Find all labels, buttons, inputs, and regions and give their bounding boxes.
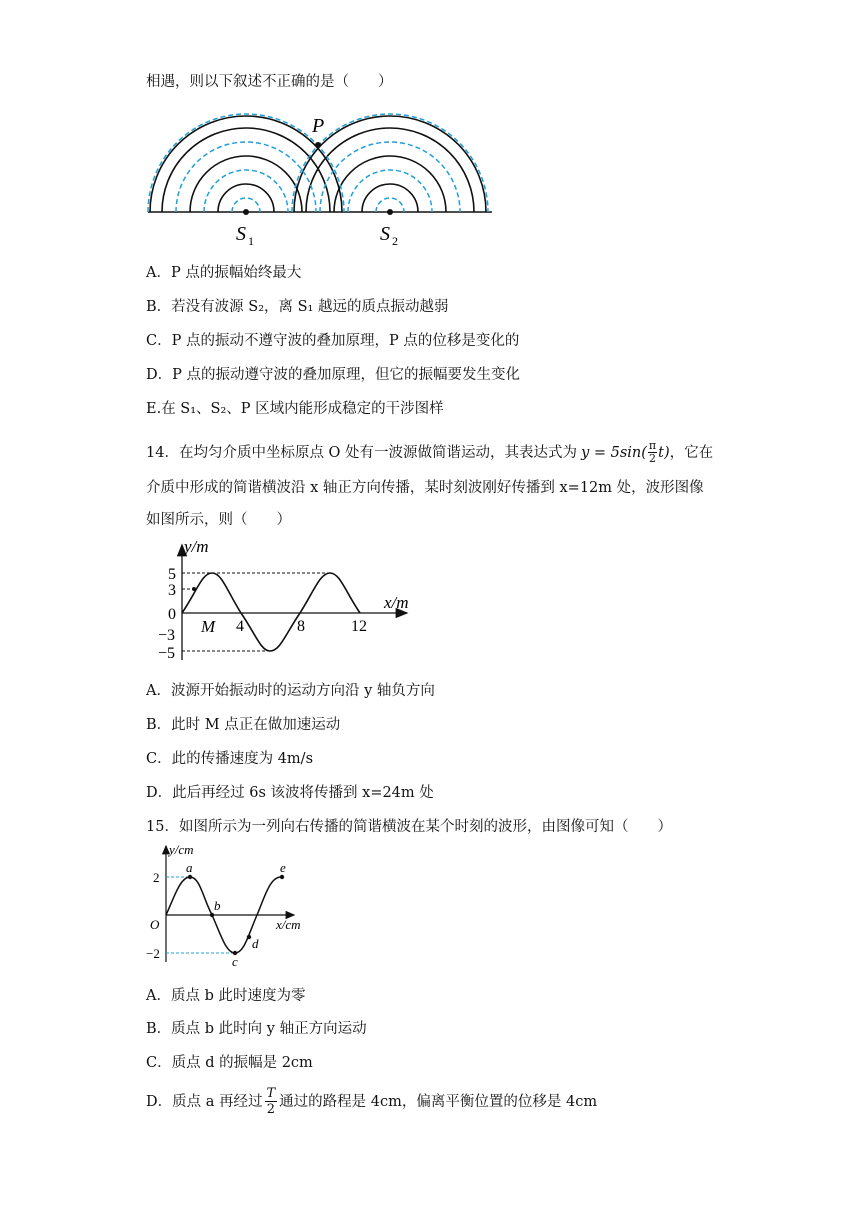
interference-figure bbox=[140, 108, 500, 250]
q14-wave-graph bbox=[150, 540, 430, 665]
q14-stem-b: ，它在 bbox=[669, 444, 714, 461]
q14-stem-line2: 介质中形成的简谐横波沿 x 轴正方向传播，某时刻波刚好传播到 x=12m 处，波形图像 bbox=[146, 480, 704, 496]
q15-option-d-fraction bbox=[265, 1086, 278, 1117]
s2-point bbox=[387, 209, 393, 215]
q14-x-axis-label: x/m bbox=[384, 593, 409, 612]
q14-ytick-3: 3 bbox=[168, 582, 176, 599]
q14-ytick-5: 5 bbox=[168, 566, 176, 583]
q14-formula-lhs: y = 5sin( bbox=[581, 444, 647, 461]
q15-point-b: b bbox=[214, 898, 221, 913]
q14-ytick-neg3: −3 bbox=[158, 627, 176, 644]
q13-option-a: A．P 点的振幅始终最大 bbox=[146, 265, 302, 281]
q14-xtick-8: 8 bbox=[297, 618, 305, 635]
q14-formula-fraction bbox=[648, 440, 657, 465]
q15-option-d-num: T bbox=[266, 1086, 276, 1101]
q15-option-b: B．质点 b 此时向 y 轴正方向运动 bbox=[146, 1021, 367, 1037]
q15-x-axis-label: x/cm bbox=[276, 917, 301, 932]
q14-point-m: M bbox=[201, 617, 216, 636]
p-label: P bbox=[312, 115, 325, 137]
p-point bbox=[315, 142, 321, 148]
q15-wave-graph bbox=[140, 840, 320, 970]
q14-option-c: C．此的传播速度为 4m/s bbox=[146, 751, 314, 767]
q15-point-c: c bbox=[232, 954, 238, 969]
q14-option-a: A．波源开始振动时的运动方向沿 y 轴负方向 bbox=[146, 683, 435, 699]
q14-stem-line1 bbox=[146, 440, 713, 465]
q15-ytick-neg2: −2 bbox=[146, 946, 160, 961]
q14-option-d: D．此后再经过 6s 该波将传播到 x=24m 处 bbox=[146, 785, 434, 801]
s1-point bbox=[243, 209, 249, 215]
q13-option-d: D．P 点的振动遵守波的叠加原理，但它的振幅要发生变化 bbox=[146, 367, 520, 383]
s2-label: S bbox=[380, 223, 390, 245]
q14-formula-rhs: t) bbox=[658, 444, 670, 461]
q13-option-b: B．若没有波源 S₂，离 S₁ 越远的质点振动越弱 bbox=[146, 299, 449, 315]
q13-option-e: E.在 S₁、S₂、P 区域内能形成稳定的干涉图样 bbox=[146, 401, 444, 417]
q14-xtick-4: 4 bbox=[236, 618, 244, 635]
q13-intro: 相遇，则以下叙述不正确的是（ ） bbox=[146, 74, 393, 90]
q14-ytick-0: 0 bbox=[168, 606, 176, 623]
q14-stem-a: 14．在均匀介质中坐标原点 O 处有一波源做简谐运动，其表达式为 bbox=[146, 444, 578, 461]
q15-option-d-b: 通过的路程是 4cm，偏离平衡位置的位移是 4cm bbox=[279, 1093, 598, 1110]
q15-option-d-a: D．质点 a 再经过 bbox=[146, 1093, 263, 1110]
s2-sub: 2 bbox=[392, 234, 398, 248]
q15-point-d: d bbox=[252, 936, 259, 951]
q15-option-d bbox=[146, 1086, 597, 1117]
s1-label: S bbox=[236, 223, 246, 245]
q14-xtick-12: 12 bbox=[351, 618, 367, 635]
q14-formula-den: 2 bbox=[649, 452, 657, 465]
q14-ytick-neg5: −5 bbox=[158, 645, 176, 662]
q15-origin-label: O bbox=[150, 917, 160, 932]
q15-option-c: C．质点 d 的振幅是 2cm bbox=[146, 1055, 313, 1071]
q15-stem: 15．如图所示为一列向右传播的简谐横波在某个时刻的波形，由图像可知（ ） bbox=[146, 819, 672, 835]
q15-point-e: e bbox=[280, 860, 286, 875]
q13-option-c: C．P 点的振动不遵守波的叠加原理，P 点的位移是变化的 bbox=[146, 333, 520, 349]
q15-point-a: a bbox=[186, 860, 193, 875]
q15-option-a: A．质点 b 此时速度为零 bbox=[146, 988, 306, 1004]
q14-stem-line3: 如图所示，则（ ） bbox=[146, 512, 291, 528]
q15-option-d-den: 2 bbox=[266, 1102, 275, 1117]
q14-y-axis-label: y/m bbox=[184, 540, 209, 556]
q14-formula-num: π bbox=[648, 439, 657, 452]
q15-ytick-2: 2 bbox=[153, 870, 160, 885]
q15-y-axis-label: y/cm bbox=[169, 842, 194, 857]
s1-sub: 1 bbox=[248, 234, 254, 248]
q14-option-b: B．此时 M 点正在做加速运动 bbox=[146, 717, 341, 733]
